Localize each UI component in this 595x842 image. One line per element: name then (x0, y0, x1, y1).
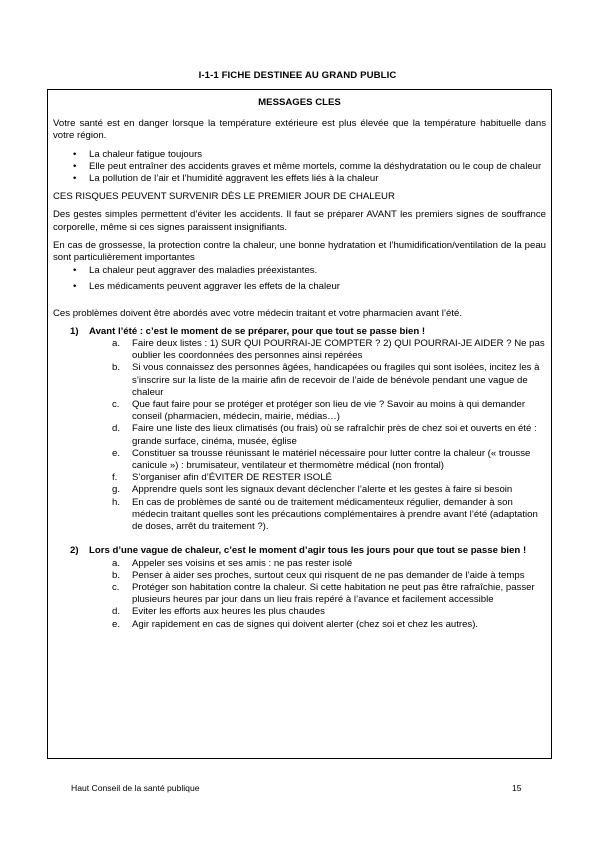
page-number: 15 (512, 783, 522, 793)
before-summer-list (53, 338, 546, 533)
list-item: d. Faire une liste des lieux climatisés (ou frais) où se rafraîchir près de chez soi et ouverts en été : grande surface, cinéma, musée, église (112, 423, 537, 447)
footer-publisher: Haut Conseil de la santé publique (71, 783, 200, 793)
bullet-icon: • (73, 265, 77, 277)
list-item: f. S’organiser afin d’ÉVITER DE RESTER ISOLÉ (112, 472, 332, 484)
list-item: b. Penser à aider ses proches, surtout ceux qui risquent de ne pas demander de l’aide à temps (112, 569, 525, 581)
box-heading: MESSAGES CLES (258, 97, 341, 108)
bullet-icon: • (73, 160, 77, 172)
section-before-summer (53, 326, 546, 533)
intro-paragraph: Votre santé est en danger lorsque la température extérieure est plus élevée que la température habituelle dans votre région. (53, 118, 546, 142)
problems-paragraph: Ces problèmes doivent être abordés avec votre médecin traitant et votre pharmacien avant l’été. (53, 307, 463, 319)
list-item: c. Protéger son habitation contre la chaleur. Si cette habitation ne peut pas être rafraîchie, passer plusieurs heures par jour dans un lieu frais repéré à l’avance et facilement accessible (112, 581, 535, 606)
list-item: • La pollution de l’air et l’humidité aggravent les effets liés à la chaleur (73, 173, 379, 185)
list-item: • La chaleur fatigue toujours (73, 148, 203, 160)
section-heading: 1) Avant l’été : c’est le moment de se préparer, pour que tout se passe bien ! (70, 325, 426, 337)
aggravation-list (53, 265, 546, 293)
page-title: I-1-1 FICHE DESTINEE AU GRAND PUBLIC (198, 70, 397, 81)
list-item: • Les médicaments peuvent aggraver les effets de la chaleur (73, 281, 341, 293)
list-item: a. Appeler ses voisins et ses amis : ne pas rester isolé (112, 557, 353, 569)
heat-effects-list (53, 149, 546, 186)
list-item: h. En cas de problèmes de santé ou de traitement médicamenteux régulier, demander à son médecin traitant quelles sont les précautions complémentaires à prendre avant l’été (adaptation de doses, arrêt du traitement ?). (112, 496, 538, 533)
list-item: g. Apprendre quels sont les signaux devant déclencher l’alerte et les gestes à faire si besoin (112, 484, 513, 496)
section-heading: 2) Lors d’une vague de chaleur, c’est le moment d’agir tous les jours pour que tout se passe bien ! (70, 545, 527, 557)
risks-paragraph: CES RISQUES PEUVENT SURVENIR DÈS LE PREMIER JOUR DE CHALEUR (53, 191, 395, 203)
list-item: d. Eviter les efforts aux heures les plus chaudes (112, 606, 325, 618)
bullet-icon: • (73, 281, 77, 293)
list-item: e. Constituer sa trousse réunissant le matériel nécessaire pour lutter contre la chaleur (« trousse canicule ») : brumisateur, ventilateur et thermomètre médical (non frontal) (112, 447, 531, 472)
heatwave-list (53, 558, 546, 631)
list-item: • La chaleur peut aggraver des maladies préexistantes. (73, 265, 318, 277)
list-item: • Elle peut entraîner des accidents graves et même mortels, comme la déshydratation ou le coup de chaleur (73, 160, 542, 172)
bullet-icon: • (73, 173, 77, 185)
list-item: a. Faire deux listes : 1) SUR QUI POURRAI-JE COMPTER ? 2) QUI POURRAI-JE AIDER ? Ne pas oublier les coordonnées des personnes ainsi repérées (112, 338, 545, 362)
section-heatwave (53, 545, 546, 630)
key-messages-content (53, 97, 546, 635)
gestures-paragraph: Des gestes simples permettent d’éviter les accidents. Il faut se préparer AVANT les premiers signes de souffrance corporelle, même si ces signes paraissent insignifiants. (53, 209, 546, 233)
list-item: e. Agir rapidement en cas de signes qui doivent alerter (chez soi et chez les autres). (112, 618, 479, 630)
key-messages-box (47, 89, 552, 759)
list-item: b. Si vous connaissez des personnes âgées, handicapées ou fragiles qui sont isolées, incitez les à s’inscrire sur la liste de la mairie afin de recevoir de l’aide de bénévole pendant une vague de chaleur (112, 362, 540, 398)
pregnancy-paragraph: En cas de grossesse, la protection contre la chaleur, une bonne hydratation et l’humidification/ventilation de la peau sont particulièrement importantes (53, 239, 546, 264)
list-item: c. Que faut faire pour se protéger et protéger son lieu de vie ? Savoir au moins à qui demander conseil (pharmacien, médecin, mairie, médias…) (112, 399, 526, 423)
bullet-icon: • (73, 148, 77, 160)
